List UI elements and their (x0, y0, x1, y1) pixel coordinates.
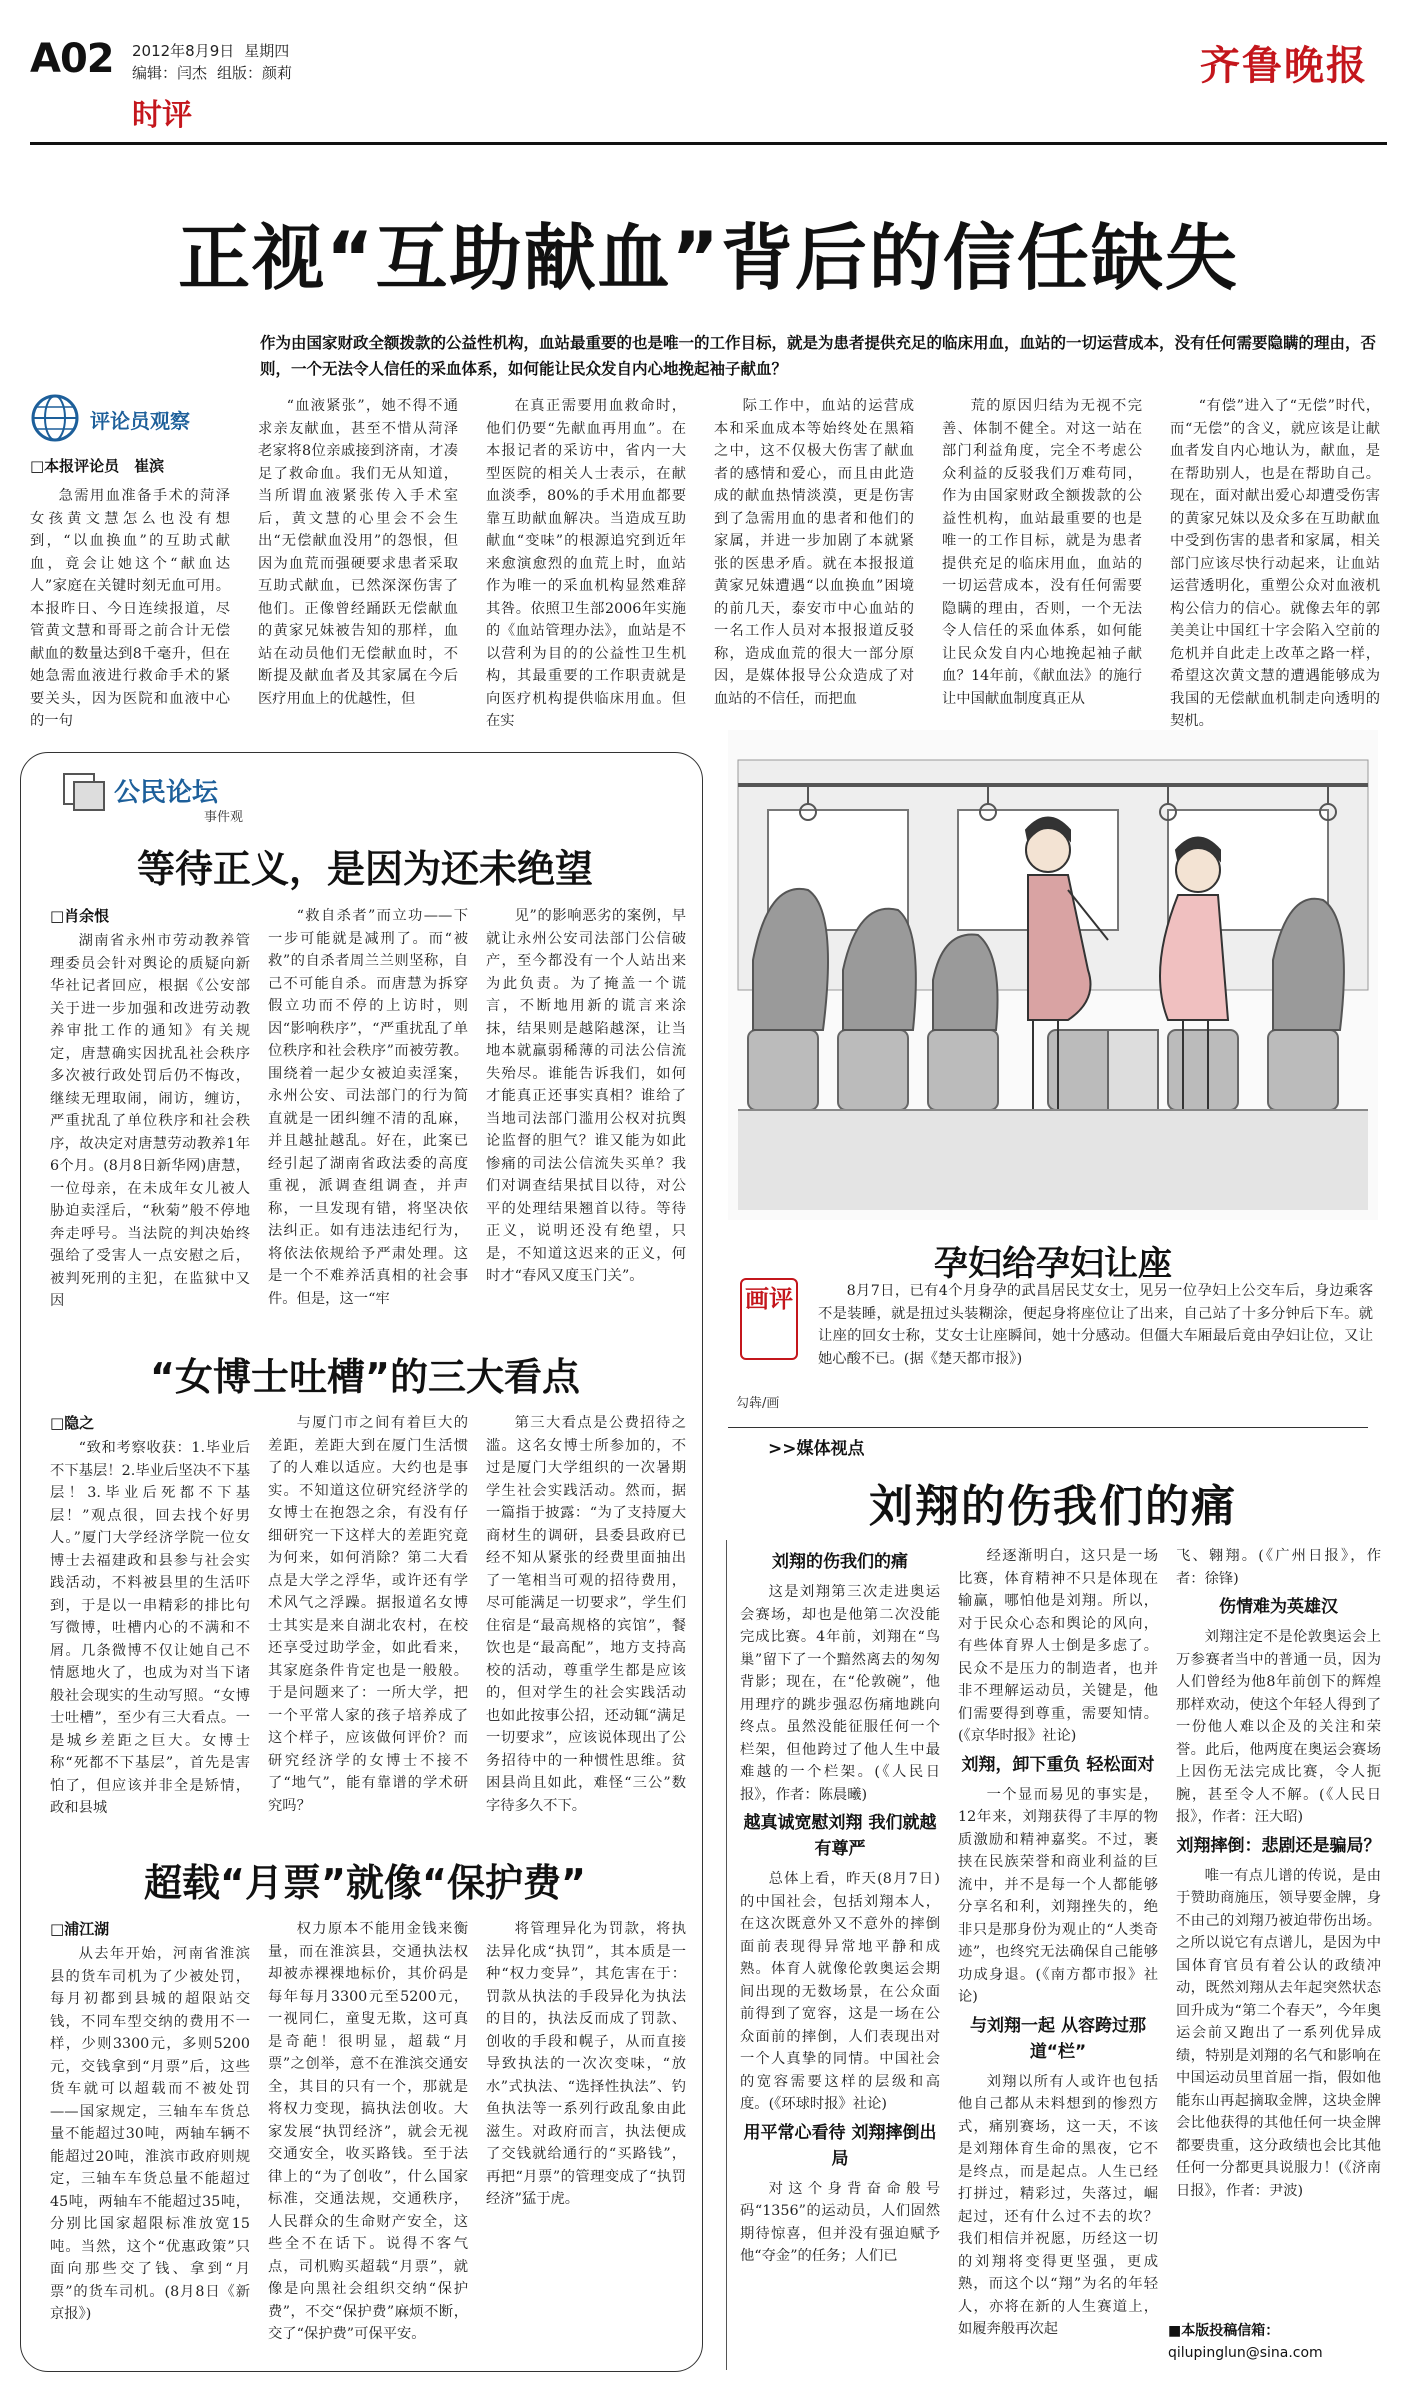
forum-article-1-col-3: 见”的影响恶劣的案例，早就让永州公安司法部门公信破产，至今都没有一个人站出来为此负责。为了掩盖一个谎言，不断地用新的谎言来涂抹，结果则是越陷越深，让当地本就羸弱稀薄的司法公信流失殆尽。谁能告诉我们，如何才能真正还事实真相？谁给了当地司法部门滥用公权对抗舆论监督的胆气？谁又能为如此惨痛的司法公信流失买单？我们对调查结果拭目以待，对公平的处理结果翘首以待。等待正义，说明还没有绝望，只是，不知道这迟来的正义，何时才“春风又度玉门关”。 (486, 908, 686, 1284)
media-subhead-2: 越真诚宽慰刘翔 我们就越有尊严 (743, 1813, 937, 1859)
forum-article-1-byline: □肖余恨 (50, 907, 110, 925)
date: 2012年8月9日 (132, 42, 235, 60)
forum-article-1-col-2: “救自杀者”而立功——下一步可能就是减刑了。而“被救”的自杀者周兰兰则坚称，自己不可能自杀。而唐慧为拆穿假立功而不停的上访时，则因“影响秩序”，“严重扰乱了单位秩序和社会秩序”而被劳教。围绕着一起少女被迫卖淫案，永州公安、司法部门的行为简直就是一团纠缠不清的乱麻，并且越扯越乱。好在，此案已经引起了湖南省政法委的高度重视，派调查组调查，并声称，一旦发现有错，将坚决依法纠正。如有违法违纪行为，将依法依规给予严肃处理。这是一个不难养活真相的社会事件。但是，这一“牢 (268, 908, 468, 1307)
forum-article-2-byline: □隐之 (50, 1414, 95, 1432)
newspaper-logo: 齐鲁晚报 (1200, 42, 1368, 89)
cartoon-caption: 8月7日，已有4个月身孕的武昌居民艾女士，见另一位孕妇上公交车后，身边乘客不是装睡，就是扭过头装糊涂，便起身将座位让了出来，自己站了十多分钟后下车。就让座的回女士称，艾女士让座瞬间，她十分感动。但僵大车厢最后竟由孕妇让位，又让她心酸不已。(据《楚天都市报》) (818, 1283, 1373, 1367)
civic-forum-tag (62, 768, 282, 825)
bus-cartoon-illustration (728, 730, 1378, 1220)
forum-article-2-col-3: 第三大看点是公费招待之滥。这名女博士所参加的，不过是厦门大学组织的一次暑期学生社会实践活动。然而，据一篇指于披露：“为了支持厦大商材生的调研，县委县政府已经不知从紧张的经费里面抽出了一笔相当可观的招待费用，尽可能满足一切要求”，学生们住宿是“最高规格的宾馆”，餐饮也是“最高配”，地方支持高校的活动，尊重学生都是应该的，但对学生的社会实践活动也如此按事公招，还动辄“满足一切要求”，应该说体现出了公务招待中的一种惯性思维。贫困县尚且如此，难怪“三公”数字待多久不下。 (486, 1415, 686, 1814)
globe-eye-icon (30, 393, 80, 443)
main-column-2: “血液紧张”，她不得不通求亲友献血，甚至不惜从菏泽老家将8位亲戚接到济南，才凑足了救命血。我们无从知道，当所谓血液紧张传入手术室后，黄文慧的心里会不会生出“无偿献血没用”的怨恨，但因为血荒而强硬要求患者采取互助式献血，已然深深伤害了他们。正像曾经踊跃无偿献血的黄家兄妹被告知的那样，血站在动员他们无偿献血时，不断提及献血者及其家属在今后医疗用血上的优越性，但 (258, 398, 458, 707)
editor: 编辑：闫杰 (132, 64, 208, 82)
header-rule (30, 142, 1387, 145)
main-column-1: 急需用血准备手术的菏泽女孩黄文慧怎么也没有想到，“以血换血”的互助式献血，竟会让她这个“献血达人”家庭在关键时刻无血可用。本报昨日、今日连续报道，尽管黄文慧和哥哥之前合计无偿献血的数量达到8千毫升，但在她急需血液进行救命手术的紧要关头，因为医院和血液中心的一句 (30, 488, 230, 729)
cartoon-title: 孕妇给孕妇让座 (934, 1244, 1172, 1284)
civic-forum-sub: 事件观 (204, 810, 244, 825)
forum-article-2-col-2: 与厦门市之间有着巨大的差距，差距大到在厦门生活惯了的人难以适应。大约也是事实。不知道这位研究经济学的女博士在抱怨之余，有没有仔细研究一下这样大的差距究竟为何来，如何消除？第二大看点是大学之浮华，或许还有学术风气之浮躁。据报道名女博士其实是来自湖北农村，在校还享受过助学金，如此看来，其家庭条件肯定也是一般般。于是问题来了：一所大学，把一个平常人家的孩子培养成了这个样子，应该做何评价？而研究经济学的女博士不接不了“地气”，能有靠谱的学术研究吗？ (268, 1415, 468, 1814)
submission-mailbox (1168, 2320, 1323, 2364)
media-column-2: 经逐渐明白，这只是一场比赛，体育精神不只是体现在输赢，哪怕他是刘翔。所以，对于民众心态和舆论的风向，有些体育界人士倒是多虑了。民众不是压力的制造者，也并非不理解运动员，关键是，他们需要得到尊重，需要知情。(《京华时报》社论) 刘翔，卸下重负 轻松面对 一个显而易见的事实是，12年来，刘翔获得了丰厚的物质激励和精神嘉奖。不过，裹挟在民族荣誉和商业利益的巨流中，并不是每一个人都能够分享名和利，刘翔挫失的，绝非只是那身份为观止的“人类奇迹”，也终究无法确保自己能够功成身退。(《南方都市报》社论) 与刘翔一起 从容跨过那道“栏” 刘翔以所有人或许也包括他自己都从未料想到的惨烈方式，痛别赛场，这一天，不该是刘翔体育生命的黑夜，它不是终点，而是起点。人生已经打拼过，精彩过，失落过，崛起过，还有什么过不去的坎？我们相信并祝愿，历经这一切的刘翔将变得更坚强，更成熟，而这个以“翔”为名的年轻人，亦将在新的人生赛道上，如履奔般再次起 (958, 1548, 1158, 2337)
forum-article-1-title: 等待正义，是因为还未绝望 (136, 847, 593, 891)
media-subhead-1: 刘翔的伤我们的痛 (772, 1552, 908, 1572)
mailbox-address[interactable]: qilupinglun@sina.com (1168, 2345, 1323, 2361)
media-headline: 刘翔的伤我们的痛 (869, 1481, 1237, 1532)
forum-article-2-title: “女博士吐槽”的三大看点 (150, 1355, 580, 1399)
layout-editor: 组版：颜莉 (217, 64, 293, 82)
forum-article-1-col-1: 湖南省永州市劳动教养管理委员会针对舆论的质疑向新华社记者回应，根据《公安部关于进一步加强和改进劳动教养审批工作的通知》有关规定，唐慧确实因扰乱社会秩序多次被行政处罚后仍不悔改，继续无理取闹，闹访，缠访，严重扰乱了单位秩序和社会秩序，故决定对唐慧劳动教养1年6个月。(8月8日新华网)唐慧，一位母亲，在未成年女儿被人胁迫卖淫后，“秋菊”般不停地奔走呼号。当法院的判决始终强给了受害人一点安慰之后，被判死刑的主犯，在监狱中又因 (50, 933, 250, 1309)
forum-article-3-col-2: 权力原本不能用金钱来衡量，而在淮滨县，交通执法权却被赤裸裸地标价，其价码是每年每月3300元至5200元，一视同仁，童叟无欺，这可真是奇葩！很明显，超载“月票”之创举，意不在淮滨交通安全，其目的只有一个，那就是将权力变现，搞执法创收。大家发展“执罚经济”，就会无视交通安全，收买路钱。至于法律上的“为了创收”，什么国家标准，交通法规，交通秩序，人民群众的生命财产安全，这些全不在话下。说得不客气点，司机购买超载“月票”，就像是向黑社会组织交纳“保护费”，不交“保护费”麻烦不断，交了“保护费”可保平安。 (268, 1921, 468, 2342)
forum-article-3-col-1: 从去年开始，河南省淮滨县的货车司机为了少被处罚，每月初都到县城的超限站交钱，不同车型交纳的费用不一样，少则3300元，多则5200元，交钱拿到“月票”后，这些货车就可以超载而不被处罚——国家规定，三轴车车货总量不能超过30吨，两轴车辆不能超过20吨，淮滨市政府则规定，三轴车车货总量不能超过45吨，两轴车不能超过35吨，分别比国家超限标准放宽15吨。当然，这个“优惠政策”只面向那些交了钱、拿到“月票”的货车司机。(8月8日《新京报》) (50, 1946, 250, 2322)
forum-article-2-col-1: “致和考察收获：1.毕业后不下基层！2.毕业后坚决不下基层！3.毕业后死都不下基层！”观点很，回去找个好男人。”厦门大学经济学院一位女博士去福建政和县参与社会实践活动，不料被县里的生活吓到，于是以一串精彩的排比句写微博，吐槽内心的不满和不屑。几条微博不仅让她自己不情愿地火了，也成为对当下诸般社会现实的生动写照。“女博士吐槽”，至少有三大看点。一是城乡差距之巨大。女博士称“死都不下基层”，首先是害怕了，但应该并非全是矫情，政和县城 (50, 1440, 250, 1816)
page-header (30, 28, 1390, 138)
civic-forum-label: 公民论坛 (114, 778, 219, 808)
forum-article-3-col-3: 将管理异化为罚款，将执法异化成“执罚”，其本质是一种“权力变异”，其危害在于：罚款从执法的手段异化为执法的目的，执法反而成了罚款、创收的手段和幌子，从而直接导致执法的一次次变味，“放水”式执法、“选择性执法”、钓鱼执法等一系列行政乱象由此滋生。对政府而言，执法便成了交钱就给通行的“买路钱”，再把“月票”的管理变成了“执罚经济”猛于虎。 (486, 1921, 686, 2207)
main-headline: 正视“互助献血”背后的信任缺失 (178, 216, 1239, 300)
header-meta (132, 40, 302, 84)
cartoon-artist: 勾犇/画 (736, 1396, 780, 1411)
mailbox-label: ■本版投稿信箱： (1168, 2323, 1280, 2339)
media-subhead-7: 刘翔摔倒：悲剧还是骗局？ (1176, 1835, 1381, 1856)
media-column-3: 飞、翱翔。(《广州日报》，作者：徐锋) 伤情难为英雄汉 刘翔注定不是伦敦奥运会上万参赛者当中的普通一员，因为人们曾经为他8年前创下的辉煌那样欢动，使这个年轻人得到了一份他人难以企及的关注和荣誉。此后，他两度在奥运会赛场上因伤无法完成比赛，令人扼腕，甚至令人不解。(《人民日报》，作者：汪大昭) 刘翔摔倒：悲剧还是骗局？ 唯一有点儿谱的传说，是由于赞助商施压，领导要金牌，身不由己的刘翔乃被迫带伤出场。之所以说它有点谱儿，是因为中国体育官员有着公认的政绩冲动，既然刘翔从去年起突然状态回升成为“第二个春天”，今年奥运会前又跑出了一系列优异成绩，特别是刘翔的名气和影响在中国运动员里首屈一指，假如他能东山再起摘取金牌，这块金牌会比他获得的其他任何一块金牌都要贵重，这分政绩也会比其他任何一分都更具说服力！(《济南日报》，作者：尹波) (1176, 1548, 1381, 2199)
commentator-label: 评论员观察 (90, 409, 190, 433)
media-subhead-3: 用平常心看待 刘翔摔倒出局 (743, 2122, 937, 2169)
forum-article-3-byline: □浦江湖 (50, 1920, 110, 1938)
page-number: A02 (30, 36, 114, 82)
forum-icon (62, 768, 108, 814)
media-view-tag: >>媒体视点 (728, 1427, 1368, 1449)
section-title: 时评 (132, 98, 192, 133)
media-subhead-6: 伤情难为英雄汉 (1219, 1597, 1338, 1617)
media-column-1: 刘翔的伤我们的痛 这是刘翔第三次走进奥运会赛场，却也是他第二次没能完成比赛。4年前，刘翔在“鸟巢”留下了一个黯然离去的匆匆背影；现在，在“伦敦碗”，他用理疗的跳步强忍伤痛地跳向终点。虽然没能征服任何一个栏架，但他跨过了他人生中最难越的一个栏架。(《人民日报》，作者：陈晨曦) 越真诚宽慰刘翔 我们就越有尊严 总体上看，昨天(8月7日)的中国社会，包括刘翔本人，在这次既意外又不意外的摔倒面前表现得异常地平静和成熟。体育人就像伦敦奥运会期间出现的无数场景，在公众面前得到了宽容，这是一场在公众面前的摔倒，人们表现出对一个人真挚的同情。中国社会的宽容需要这样的层级和高度。(《环球时报》社论) 用平常心看待 刘翔摔倒出局 对这个身背奋命般号码“1356”的运动员，人们固然期待惊喜，但并没有强迫赋予他“夺金”的任务；人们已 (740, 1545, 940, 2370)
main-byline: □本报评论员 崔滨 (30, 457, 165, 475)
main-lead: 作为由国家财政全额拨款的公益性机构，血站最重要的也是唯一的工作目标，就是为患者提供充足的临床用血，血站的一切运营成本，没有任何需要隐瞒的理由，否则，一个无法令人信任的采血体系，如何能让民众发自内心地挽起袖子献血？ (260, 334, 1377, 378)
cartoon-review-tag: 画评 (740, 1278, 798, 1360)
media-divider (726, 1540, 727, 2370)
media-subhead-5: 与刘翔一起 从容跨过那道“栏” (970, 2015, 1146, 2062)
forum-article-3-title: 超载“月票”就像“保护费” (144, 1861, 586, 1905)
main-column-3: 在真正需要用血救命时，他们仍要“先献血再用血”。在本报记者的采访中，省内一大型医院的相关人士表示，在献血淡季，80%的手术用血都要靠互助献血解决。当造成互助献血“变味”的根源追究到近年来愈演愈烈的血荒上时，血站作为唯一的采血机构显然难辞其咎。依照卫生部2006年实施的《血站管理办法》，血站是不以营利为目的的公益性卫生机构，其最重要的工作职责就是向医疗机构提供临床用血。但在实 (486, 398, 686, 729)
media-subhead-4: 刘翔，卸下重负 轻松面对 (961, 1754, 1155, 1775)
commentator-tag (30, 393, 260, 445)
weekday: 星期四 (244, 42, 290, 60)
main-column-6: “有偿”进入了“无偿”时代，而“无偿”的含义，就应该是让献血者发自内心地认为，献血，是在帮助别人，也是在帮助自己。现在，面对献出爱心却遭受伤害的黄家兄妹以及众多在互助献血中受到伤害的患者和家属，相关部门应该尽快行动起来，让血站运营透明化，重塑公众对血液机构公信力的信心。就像去年的郭美美让中国红十字会陷入空前的危机并自此走上改革之路一样，希望这次黄文慧的遭遇能够成为我国的无偿献血机制走向透明的契机。 (1170, 398, 1380, 729)
main-column-5: 荒的原因归结为无视不完善、体制不健全。对这一站在部门利益角度，完全不考虑公众利益的反驳我们万难苟同，作为由国家财政全额拨款的公益性机构，血站最重要的也是唯一的工作目标，就是为患者提供充足的临床用血，血站的一切运营成本，没有任何需要隐瞒的理由，否则，一个无法令人信任的采血体系，如何能让民众发自内心地挽起袖子献血？14年前，《献血法》的施行让中国献血制度真正从 (942, 398, 1142, 707)
main-column-4: 际工作中，血站的运营成本和采血成本等始终处在黑箱之中，这不仅极大伤害了献血者的感情和爱心，而且由此造成的献血热情淡漠，更是伤害到了急需用血的患者和他们的家属，并进一步加剧了本就紧张的医患矛盾。就在本报报道黄家兄妹遭遇“以血换血”困境的前几天，泰安市中心血站的一名工作人员对本报报道反驳称，造成血荒的很大一部分原因，是媒体报导公众造成了对血站的不信任，而把血 (714, 398, 914, 707)
